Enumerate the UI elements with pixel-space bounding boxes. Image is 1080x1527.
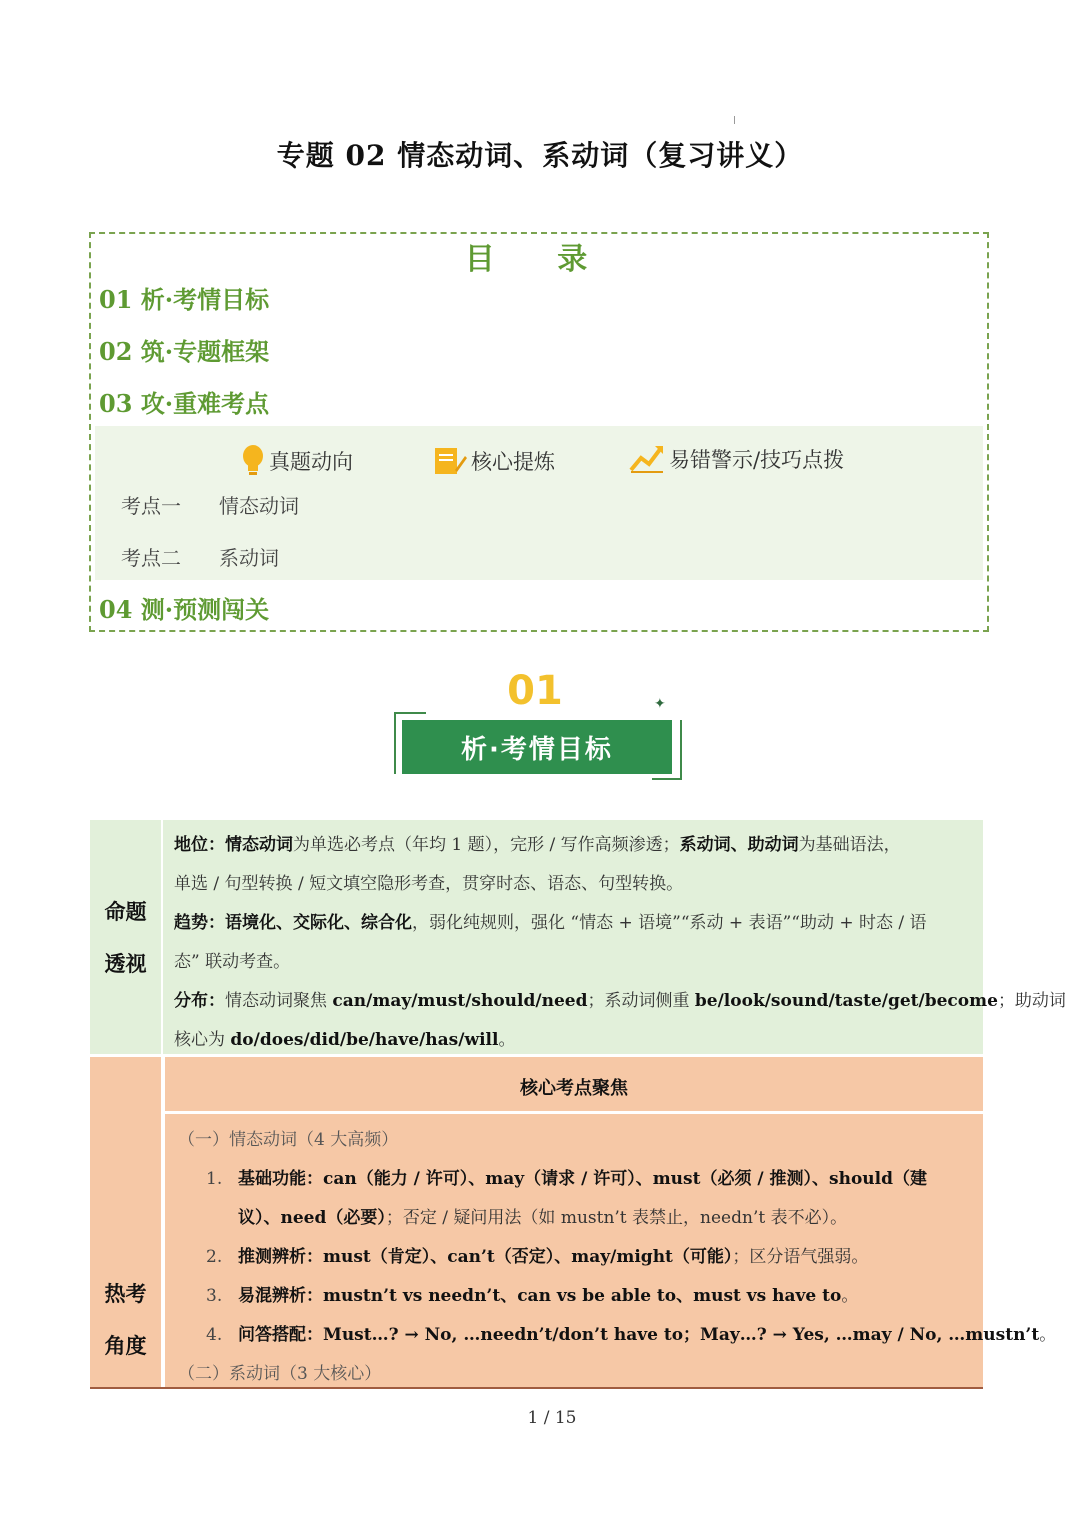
point-text: 情态动词 [219, 494, 299, 518]
legend-exam-trend [241, 444, 353, 478]
toc-subsection [95, 426, 983, 580]
distribution-line: 分布：情态动词聚焦 can/may/must/should/need；系动词侧重 be/look/sound/taste/get/become；助动词 [174, 991, 1066, 1011]
lightbulb-icon [241, 444, 265, 478]
toc-point-2[interactable] [121, 542, 279, 571]
legend-core-summary [433, 444, 555, 478]
side-label-line1: 命题 [104, 899, 147, 924]
trend-chart-icon [629, 444, 665, 474]
list-item-continued: 议）、need（必要）；否定 / 疑问用法（如 mustn’t 表禁止，needn’t 表不必）。 [238, 1208, 848, 1228]
sparkle-icon: ✦ [654, 696, 666, 712]
position-line: 地位：情态动词为单选必考点（年均 1 题），完形 / 写作高频渗透；系动词、助动词为基础语法， [174, 835, 901, 855]
point-label: 考点二 [121, 546, 181, 570]
point-text: 系动词 [219, 546, 279, 570]
group-heading-modal: （一）情态动词（4 大高频） [178, 1130, 399, 1150]
trend-line-2: 态” 联动考查。 [174, 952, 291, 972]
list-item: 3. 易混辨析：mustn’t vs needn’t、can vs be able to、must vs have to。 [206, 1286, 859, 1306]
focus-heading: 核心考点聚焦 [520, 1078, 628, 1099]
table-bottom-border [90, 1387, 983, 1389]
document-title: 专题 02 情态动词、系动词（复习讲义） [276, 139, 804, 172]
section-banner: 析·考情目标 [402, 720, 672, 774]
side-label-line2: 透视 [104, 951, 147, 976]
point-label: 考点一 [121, 494, 181, 518]
table-of-contents [89, 232, 989, 632]
legend-label: 核心提炼 [471, 450, 555, 474]
group-heading-linking: （二）系动词（3 大核心） [178, 1364, 382, 1384]
side-label-line1: 热考 [104, 1281, 147, 1306]
trend-line: 趋势：语境化、交际化、综合化，弱化纯规则，强化 “情态 + 语境”“系动 + 表语”“助动 + 时态 / 语 [174, 913, 927, 933]
legend-error-tips [629, 444, 844, 474]
toc-item-01[interactable]: 01 析·考情目标 [99, 285, 270, 314]
toc-item-03[interactable]: 03 攻·重难考点 [99, 389, 270, 418]
overview-cell [163, 820, 983, 1054]
margin-mark [734, 116, 735, 124]
legend-label: 真题动向 [269, 450, 353, 474]
list-item: 2. 推测辨析：must（肯定）、can’t（否定）、may/might（可能）；区分语气强弱。 [206, 1247, 869, 1267]
section-number: 01 [507, 668, 563, 714]
list-item: 4. 问答搭配：Must…? → No, …needn’t/don’t have to；May…? → Yes, …may / No, …mustn’t。 [206, 1325, 1057, 1345]
toc-heading: 目 录 [464, 242, 614, 277]
toc-point-1[interactable] [121, 490, 299, 519]
notebook-pen-icon [433, 444, 467, 478]
toc-item-04[interactable]: 04 测·预测闯关 [99, 595, 270, 624]
toc-item-02[interactable]: 02 筑·专题框架 [99, 337, 270, 366]
side-label-line2: 角度 [104, 1333, 147, 1358]
position-line-2: 单选 / 句型转换 / 短文填空隐形考查，贯穿时态、语态、句型转换。 [174, 874, 684, 894]
list-item: 1. 基础功能：can（能力 / 许可）、may（请求 / 许可）、must（必须 / 推测）、should（建 [206, 1169, 927, 1189]
distribution-line-2: 核心为 do/does/did/be/have/has/will。 [174, 1030, 516, 1050]
legend-label: 易错警示/技巧点拨 [669, 448, 845, 472]
section-label-cell [90, 820, 161, 1054]
page-number: 1 / 15 [527, 1408, 577, 1428]
